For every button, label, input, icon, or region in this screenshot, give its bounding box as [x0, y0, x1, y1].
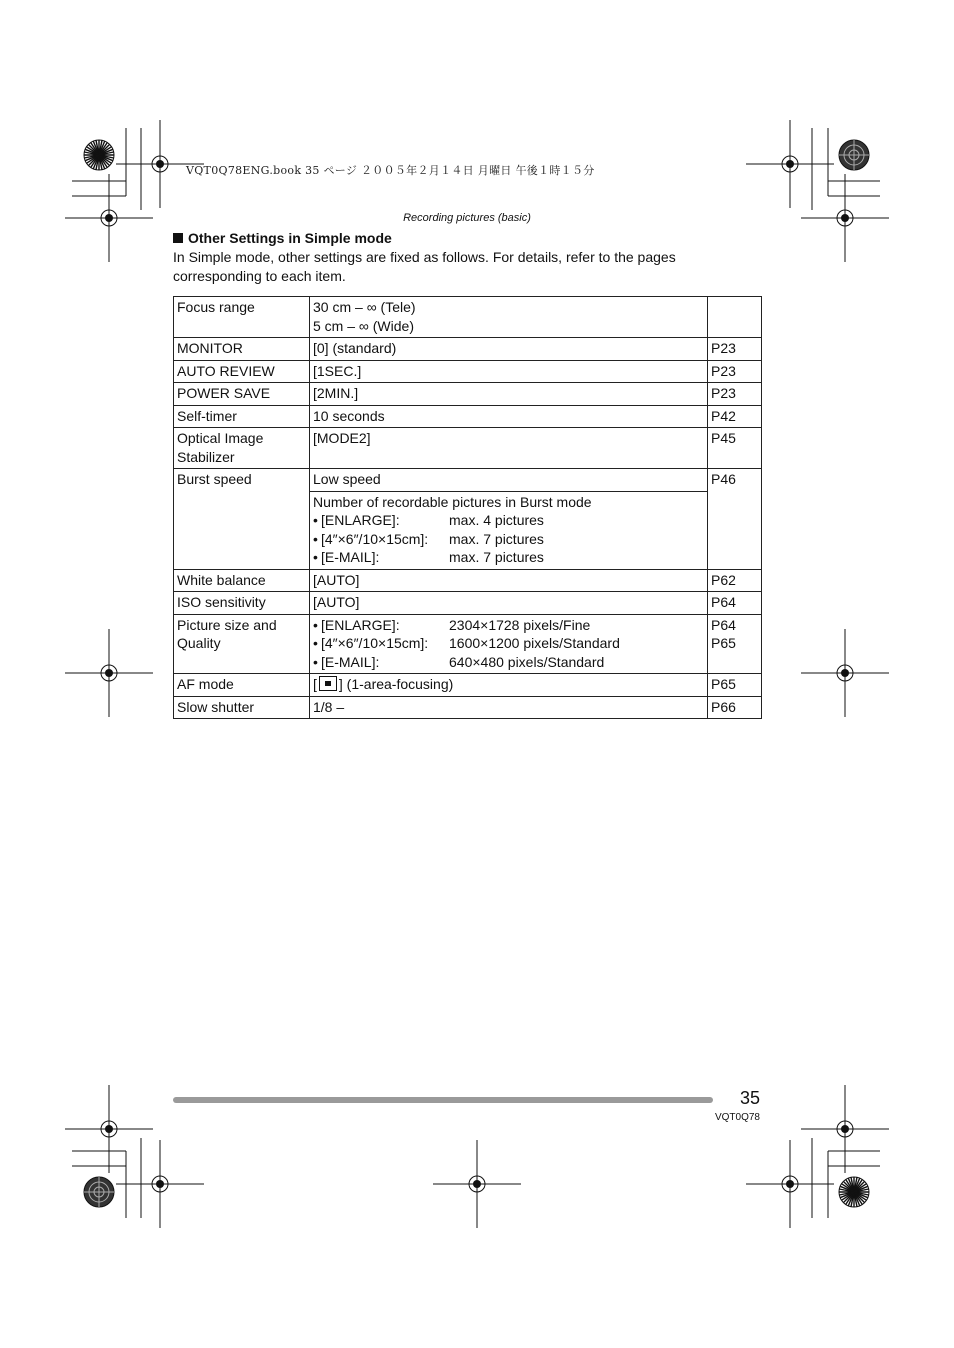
settings-table — [173, 296, 762, 719]
list-value: 2304×1728 pixels/Fine — [449, 616, 591, 633]
value-cell: [AUTO] — [310, 569, 708, 592]
running-header: Recording pictures (basic) — [403, 212, 531, 224]
list-value: max. 7 pictures — [449, 549, 544, 565]
value-cell: [MODE2] — [310, 428, 708, 469]
table-row — [174, 614, 762, 674]
item-cell: AUTO REVIEW — [174, 360, 310, 383]
bracket-open: [ — [313, 676, 317, 692]
page-ref-cell: P23 — [708, 360, 762, 383]
bullet: • — [313, 653, 318, 670]
list-item — [313, 511, 704, 530]
af-mode-value: ] (1-area-focusing) — [338, 676, 454, 692]
item-cell — [174, 614, 310, 674]
value-cell: [AUTO] — [310, 592, 708, 615]
table-row — [174, 405, 762, 428]
item-line: Optical Image — [177, 430, 264, 446]
item-cell: Burst speed — [174, 469, 310, 570]
section-heading-text: Other Settings in Simple mode — [188, 230, 392, 246]
page-ref: P65 — [711, 635, 736, 651]
list-item — [313, 634, 704, 653]
item-line: Quality — [177, 635, 221, 651]
value-cell — [310, 297, 708, 338]
page-ref-cell: P64 — [708, 592, 762, 615]
list-key: [4″×6″/10×15cm]: — [321, 530, 429, 547]
value-cell — [310, 491, 708, 569]
item-cell: Self-timer — [174, 405, 310, 428]
value-cell: 1/8 – — [310, 696, 708, 719]
value-cell: [1SEC.] — [310, 360, 708, 383]
page-ref-cell: P42 — [708, 405, 762, 428]
table-row — [174, 469, 762, 492]
item-cell: Focus range — [174, 297, 310, 338]
table-row — [174, 360, 762, 383]
page-ref-cell: P45 — [708, 428, 762, 469]
value-cell — [310, 614, 708, 674]
value-cell: 10 seconds — [310, 405, 708, 428]
value-line: 5 cm – ∞ (Wide) — [313, 317, 414, 334]
list-value: 640×480 pixels/Standard — [449, 653, 605, 670]
list-item — [313, 653, 704, 672]
table-row — [174, 569, 762, 592]
bullet: • — [313, 530, 318, 547]
item-cell — [174, 428, 310, 469]
item-cell: Slow shutter — [174, 696, 310, 719]
document-code: VQT0Q78 — [714, 1112, 760, 1123]
table-row — [174, 592, 762, 615]
single-area-focus-icon — [319, 676, 337, 691]
print-metadata-line: VQT0Q78ENG.book 35 ページ ２００５年２月１４日 月曜日 午後１時１５分 — [186, 164, 595, 177]
list-key: [E-MAIL]: — [321, 653, 380, 670]
table-row — [174, 297, 762, 338]
bullet: • — [313, 635, 318, 651]
table-row — [174, 696, 762, 719]
list-value: 1600×1200 pixels/Standard — [449, 635, 620, 651]
item-line: Stabilizer — [177, 448, 235, 465]
list-item — [313, 616, 704, 635]
page-ref-cell: P66 — [708, 696, 762, 719]
table-row — [174, 428, 762, 469]
value-cell: Low speed — [310, 469, 708, 492]
page-ref-cell — [708, 297, 762, 338]
list-key: [4″×6″/10×15cm]: — [321, 635, 429, 651]
list-key: [ENLARGE]: — [321, 616, 400, 633]
list-value: max. 7 pictures — [449, 530, 544, 547]
value-cell: [2MIN.] — [310, 383, 708, 406]
list-item — [313, 548, 704, 567]
footer-bar — [173, 1097, 713, 1103]
item-cell: MONITOR — [174, 338, 310, 361]
page-ref: P64 — [711, 616, 736, 633]
page-ref-cell: P65 — [708, 674, 762, 697]
item-cell: POWER SAVE — [174, 383, 310, 406]
page-ref-cell: P46 — [708, 469, 762, 570]
page-ref-cell — [708, 614, 762, 674]
page-ref-cell: P23 — [708, 338, 762, 361]
value-line: 30 cm – ∞ (Tele) — [313, 299, 416, 315]
item-cell: AF mode — [174, 674, 310, 697]
bullet: • — [313, 616, 318, 633]
page-ref-cell: P23 — [708, 383, 762, 406]
item-line: Picture size and — [177, 616, 277, 633]
intro-paragraph: In Simple mode, other settings are fixed as follows. For details, refer to the pages corresponding to each item. — [173, 249, 676, 284]
square-bullet-icon — [173, 233, 183, 243]
page-ref-cell: P62 — [708, 569, 762, 592]
value-cell — [310, 674, 708, 697]
bullet: • — [313, 512, 318, 528]
list-item — [313, 530, 704, 549]
sub-heading: Number of recordable pictures in Burst mode — [313, 493, 592, 510]
table-row — [174, 338, 762, 361]
page-number: 35 — [739, 1088, 760, 1108]
table-row — [174, 674, 762, 697]
table-row — [174, 383, 762, 406]
list-value: max. 4 pictures — [449, 512, 544, 528]
item-cell: White balance — [174, 569, 310, 592]
list-key: [ENLARGE]: — [321, 512, 400, 528]
list-key: [E-MAIL]: — [321, 549, 380, 565]
section-heading — [173, 230, 392, 246]
value-cell: [0] (standard) — [310, 338, 708, 361]
item-cell: ISO sensitivity — [174, 592, 310, 615]
bullet: • — [313, 549, 318, 565]
